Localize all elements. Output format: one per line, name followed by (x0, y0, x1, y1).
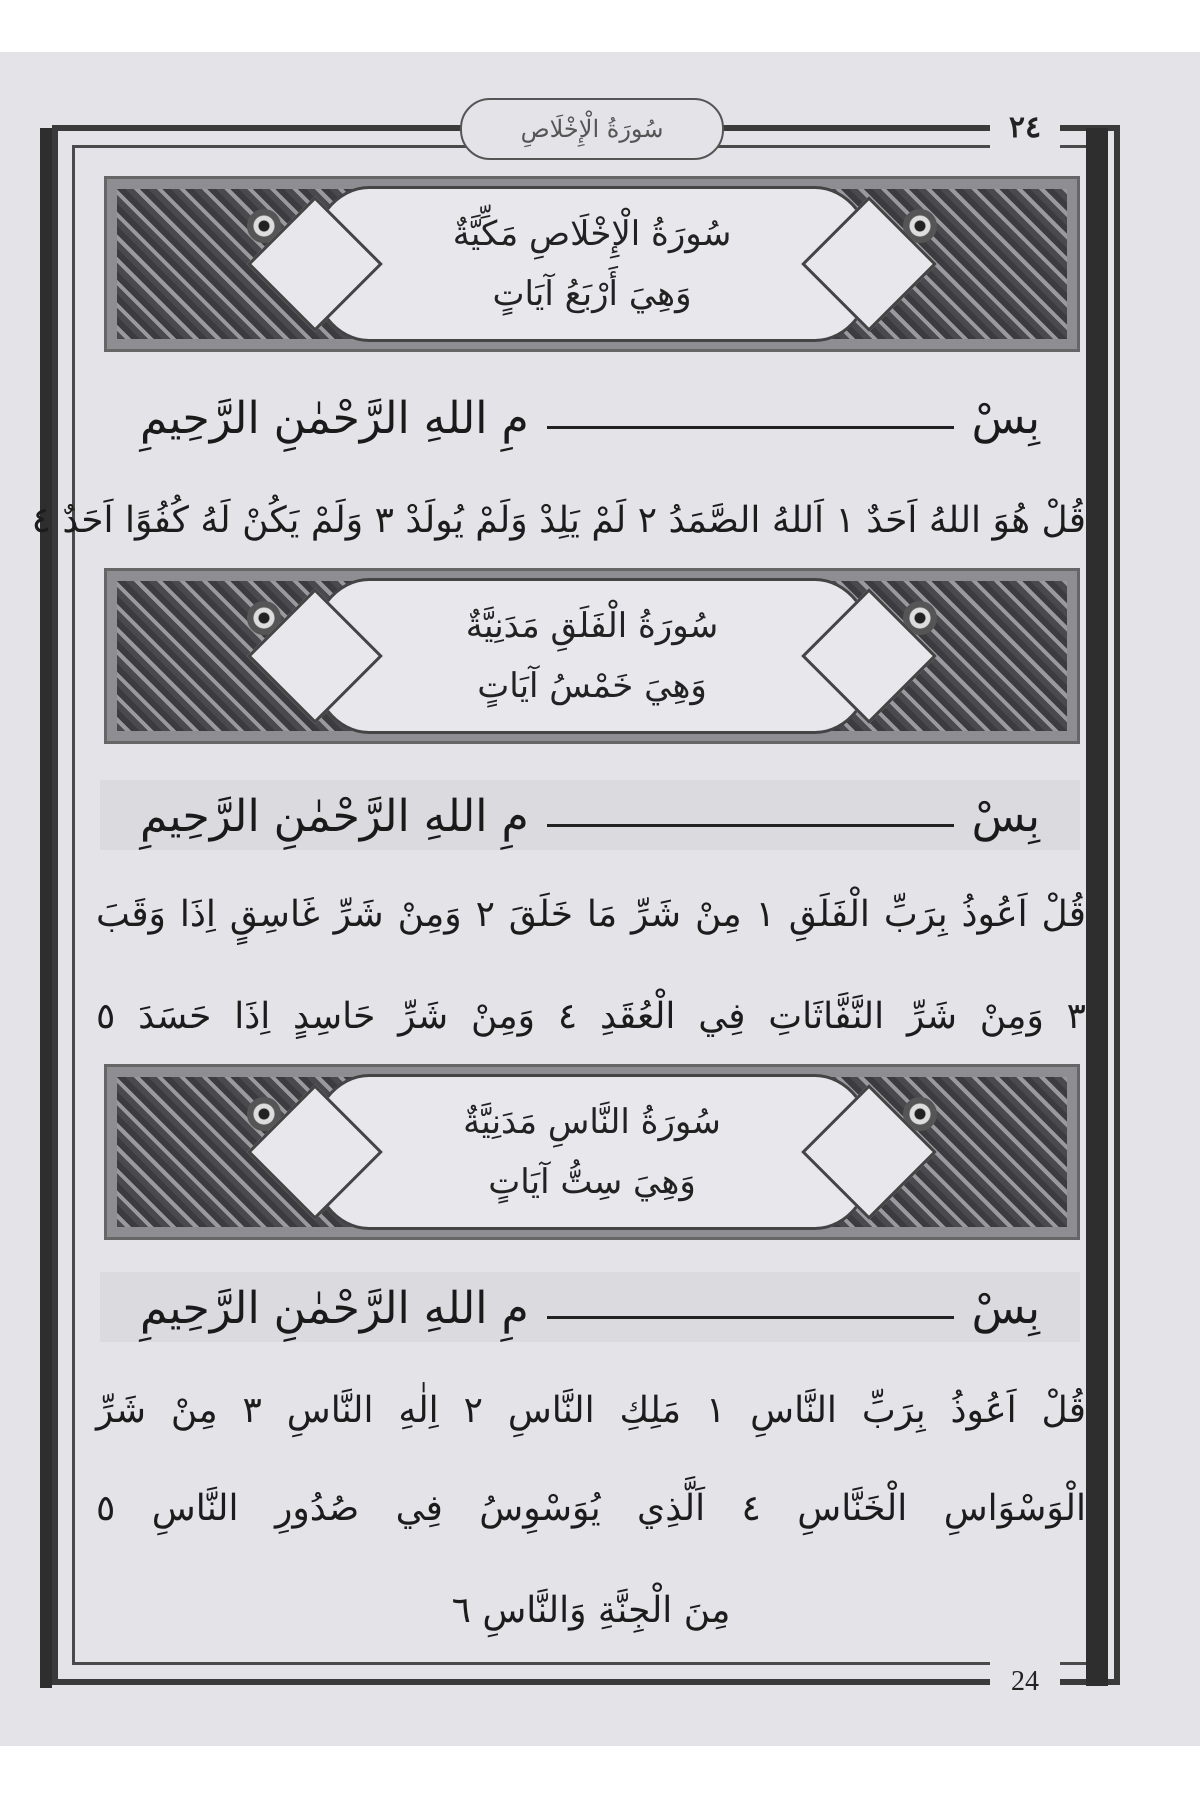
surah-title: سُورَةُ الْإِخْلَاصِ مَكِّيَّةٌ (452, 214, 732, 254)
basmala (140, 378, 1040, 458)
verse-line: قُلْ اَعُوذُ بِرَبِّ الْفَلَقِ ١ مِنْ شَرِّ مَا خَلَقَ ٢ وَمِنْ شَرِّ غَاسِقٍ اِذَا وَقَبَ (96, 894, 1086, 935)
surah-cartouche (309, 1074, 875, 1230)
verse-line: قُلْ اَعُوذُ بِرَبِّ النَّاسِ ١ مَلِكِ النَّاسِ ٢ اِلٰهِ النَّاسِ ٣ مِنْ شَرِّ (96, 1390, 1086, 1431)
basmala-kashida (547, 1316, 954, 1319)
frame-right-bar (1086, 128, 1108, 1686)
basmala-end: مِ اللهِ الرَّحْمٰنِ الرَّحِيمِ (140, 392, 529, 444)
verse-line: الْوَسْوَاسِ الْخَنَّاسِ ٤ اَلَّذِي يُوَسْوِسُ فِي صُدُورِ النَّاسِ ٥ (96, 1488, 1086, 1529)
basmala (140, 776, 1040, 856)
surah-banner-ikhlas (104, 176, 1080, 352)
surah-verse-count: وَهِيَ سِتُّ آيَاتٍ (488, 1162, 696, 1202)
verse-line: ٣ وَمِنْ شَرِّ النَّفَّاثَاتِ فِي الْعُقَدِ ٤ وَمِنْ شَرِّ حَاسِدٍ اِذَا حَسَدَ ٥ (96, 996, 1086, 1037)
basmala-kashida (547, 426, 954, 429)
surah-title: سُورَةُ النَّاسِ مَدَنِيَّةٌ (463, 1102, 721, 1142)
page-number-latin: 24 (990, 1662, 1060, 1702)
verse-line: مِنَ الْجِنَّةِ وَالنَّاسِ ٦ (451, 1590, 731, 1631)
surah-verse-count: وَهِيَ خَمْسُ آيَاتٍ (477, 666, 707, 706)
surah-verse-count: وَهِيَ أَرْبَعُ آيَاتٍ (492, 274, 692, 314)
surah-cartouche (309, 578, 875, 734)
surah-title: سُورَةُ الْفَلَقِ مَدَنِيَّةٌ (465, 606, 719, 646)
basmala (140, 1268, 1040, 1348)
basmala-end: مِ اللهِ الرَّحْمٰنِ الرَّحِيمِ (140, 790, 529, 842)
basmala-start: بِسْ (971, 1282, 1040, 1334)
surah-cartouche (309, 186, 875, 342)
basmala-kashida (547, 824, 954, 827)
basmala-start: بِسْ (971, 790, 1040, 842)
basmala-start: بِسْ (971, 392, 1040, 444)
verse-line: قُلْ هُوَ اللهُ اَحَدٌ ١ اَللهُ الصَّمَدُ ٢ لَمْ يَلِدْ وَلَمْ يُولَدْ ٣ وَلَمْ يَكُنْ لَهُ كُفُوًا اَحَدٌ ٤ (31, 500, 1086, 541)
surah-banner-nas (104, 1064, 1080, 1240)
page-number-arabic: ٢٤ (990, 108, 1060, 148)
surah-banner-falaq (104, 568, 1080, 744)
running-title: سُورَةُ الْإِخْلَاصِ (460, 98, 724, 160)
frame-left-bar (40, 128, 52, 1688)
basmala-end: مِ اللهِ الرَّحْمٰنِ الرَّحِيمِ (140, 1282, 529, 1334)
